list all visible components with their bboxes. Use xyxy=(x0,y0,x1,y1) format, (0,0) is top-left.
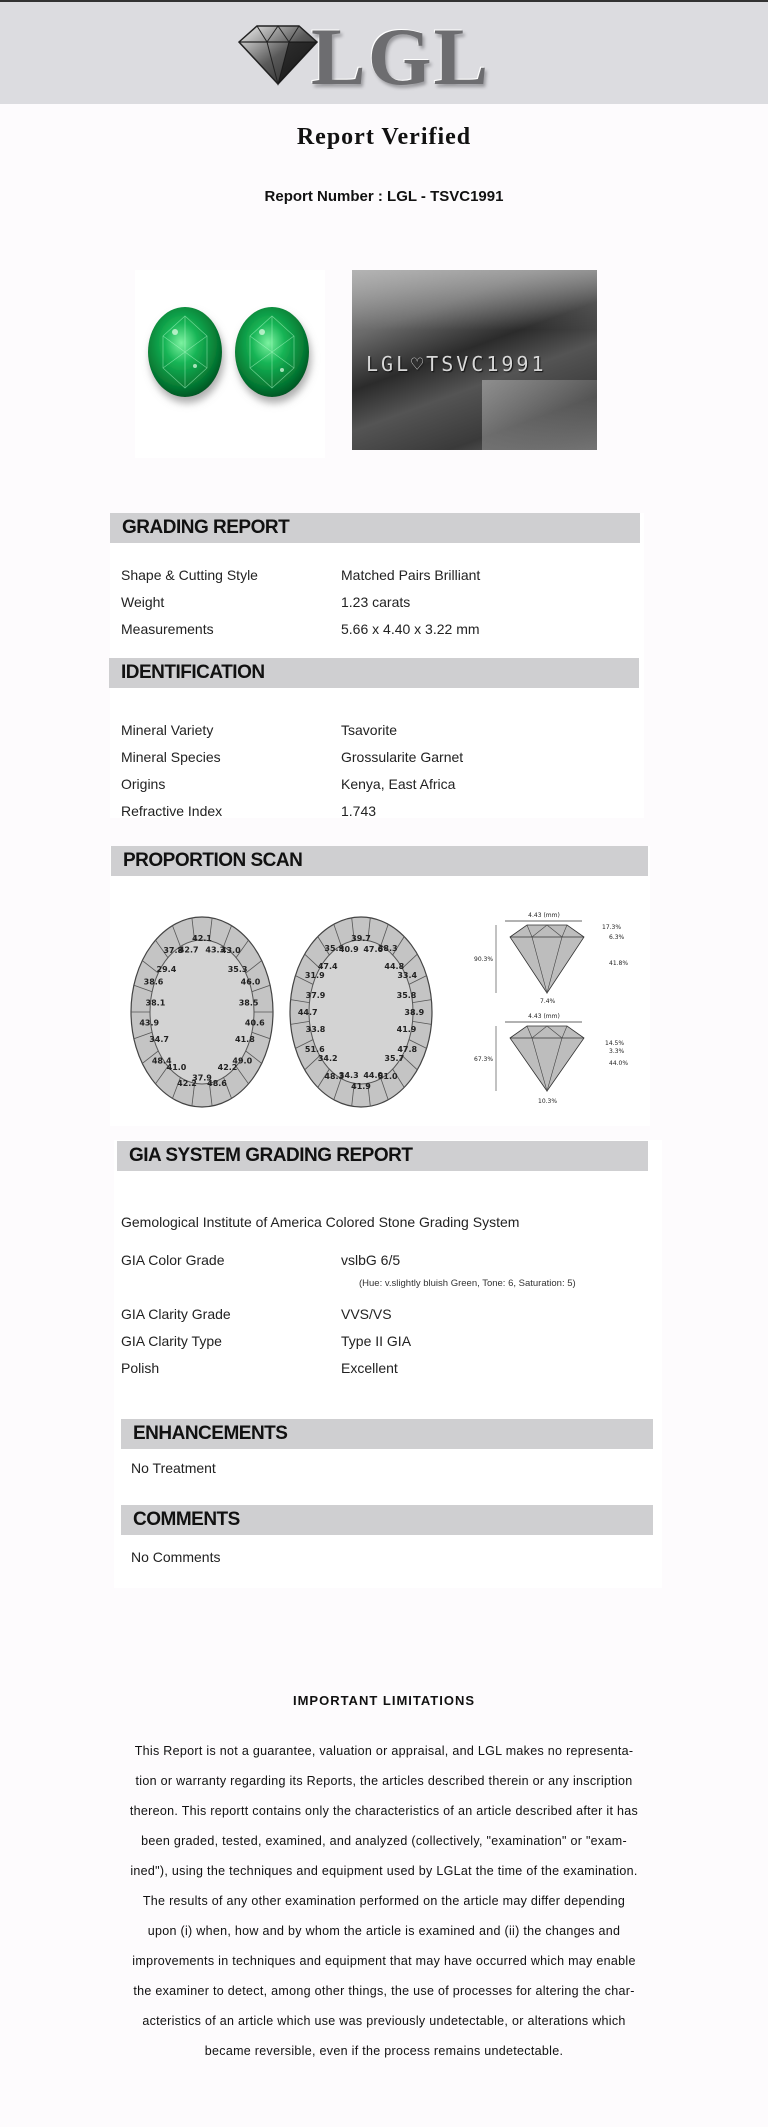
right-facet-label: 35.8 xyxy=(396,991,417,1001)
right-facet-label: 38.3 xyxy=(377,943,398,953)
header-band xyxy=(0,2,768,104)
right-facet-label: 35.9 xyxy=(324,943,345,953)
left-facet-label: 42.2 xyxy=(217,1063,238,1072)
profile-views xyxy=(472,905,642,1118)
left-facet-label: 40.6 xyxy=(244,1018,265,1028)
left-facet-label: 38.1 xyxy=(145,998,166,1008)
gia-color-note: (Hue: v.slightly bluish Green, Tone: 6, Saturation: 5) xyxy=(359,1278,576,1289)
enhancements-text: No Treatment xyxy=(131,1460,216,1476)
limitations-line: ined"), using the techniques and equipment used by LGLat the time of the examination. xyxy=(130,1864,638,1878)
left-facet-label: 37.9 xyxy=(192,1073,212,1083)
profile-top-crown: 17.3% xyxy=(602,924,622,931)
right-facet-label: 40.9 xyxy=(338,944,359,954)
right-facet-label: 51.0 xyxy=(377,1072,398,1082)
limitations-body xyxy=(120,1736,648,2066)
identification-header: IDENTIFICATION xyxy=(109,658,639,688)
proportion-scan-header: PROPORTION SCAN xyxy=(111,846,648,876)
row-value: Excellent xyxy=(341,1360,398,1376)
limitations-line: acteristics of an article which use was previously undetectable, or alterations which xyxy=(142,2014,626,2028)
facet-scan xyxy=(118,905,450,1118)
limitations-line: became reversible, even if the process remains undetectable. xyxy=(204,2044,564,2058)
limitations-line: been graded, tested, examined, and analyzed (collectively, "examination" or "exam- xyxy=(141,1834,627,1848)
left-facet-label: 48.6 xyxy=(207,1079,227,1088)
limitations-line: This Report is not a guarantee, valuation or appraisal, and LGL makes no representa- xyxy=(134,1744,634,1758)
right-facet-label: 31.9 xyxy=(304,971,325,980)
row-value: 5.66 x 4.40 x 3.22 mm xyxy=(341,621,480,637)
limitations-line: thereon. This reportt contains only the characteristics of an article described after it has xyxy=(129,1804,639,1818)
gemstone-pair-image xyxy=(135,270,325,458)
report-number: Report Number : LGL - TSVC1991 xyxy=(264,188,504,205)
limitations-line: improvements in techniques and equipment that may have occurred which may enable xyxy=(132,1954,636,1968)
left-facet-label: 37.8 xyxy=(163,945,184,955)
right-facet-label: 38.9 xyxy=(404,1008,425,1017)
row-label: GIA Clarity Type xyxy=(121,1333,222,1349)
left-facet-label: 41.0 xyxy=(166,1063,187,1072)
left-facet-label: 49.0 xyxy=(232,1056,253,1066)
enhancements-header: ENHANCEMENTS xyxy=(121,1419,653,1449)
limitations-line: the examiner to detect, among other things, the use of processes for altering the char- xyxy=(133,1984,635,1998)
row-label: GIA Clarity Grade xyxy=(121,1306,231,1322)
right-facet-label: 47.8 xyxy=(397,1045,418,1054)
profile-top-width: 4.43 (mm) xyxy=(528,912,560,919)
right-facet-label: 48.3 xyxy=(324,1072,345,1082)
profile-top-culet: 7.4% xyxy=(540,998,556,1005)
right-facet-label: 39.7 xyxy=(351,934,371,943)
laser-inscription-photo xyxy=(352,270,597,450)
row-label: Origins xyxy=(121,776,166,792)
row-value: 1.743 xyxy=(341,803,377,819)
profile-diagram xyxy=(472,905,642,1118)
right-facet-label: 37.9 xyxy=(305,991,326,1001)
profile-top-depth: 90.3% xyxy=(474,956,494,963)
left-facet-label: 43.0 xyxy=(220,945,241,955)
profile-top-girdle: 6.3% xyxy=(609,934,625,941)
right-facet-label: 35.7 xyxy=(384,1054,405,1064)
right-facet-label: 44.7 xyxy=(297,1008,318,1017)
row-label: Mineral Species xyxy=(121,749,221,765)
limitations-line: The results of any other examination performed on the article may differ depending xyxy=(142,1894,626,1908)
left-facet-label: 46.0 xyxy=(240,977,261,987)
row-value: vslbG 6/5 xyxy=(341,1252,401,1268)
page-title: Report Verified xyxy=(296,124,472,150)
comments-text: No Comments xyxy=(131,1549,221,1565)
limitations-line: tion or warranty regarding its Reports, the articles described therein or any inscription xyxy=(135,1774,633,1788)
left-facet-label: 43.3 xyxy=(205,945,226,955)
profile-bottom-width: 4.43 (mm) xyxy=(528,1013,560,1020)
right-facet-label: 41.9 xyxy=(351,1082,371,1091)
row-value: Grossularite Garnet xyxy=(341,749,464,765)
row-value: VVS/VS xyxy=(341,1306,392,1322)
gia-header: GIA SYSTEM GRADING REPORT xyxy=(117,1141,648,1171)
limitations-heading: IMPORTANT LIMITATIONS xyxy=(292,1693,476,1708)
left-facet-label: 43.9 xyxy=(139,1018,160,1028)
profile-top-pavilion: 41.8% xyxy=(609,960,629,967)
right-facet-label: 41.9 xyxy=(396,1024,417,1034)
profile-bottom-pavilion: 44.0% xyxy=(609,1060,629,1067)
row-label: GIA Color Grade xyxy=(121,1252,225,1268)
left-facet-label: 29.4 xyxy=(156,965,177,975)
left-facet-label: 42.7 xyxy=(178,945,199,955)
row-value: Tsavorite xyxy=(341,722,398,738)
grading-report-header: GRADING REPORT xyxy=(110,513,640,543)
left-facet-label: 48.4 xyxy=(151,1056,172,1066)
girdle-inscription: LGL♡TSVC1991 xyxy=(366,352,547,376)
diamond-icon xyxy=(233,22,323,92)
row-label: Shape & Cutting Style xyxy=(121,567,258,583)
limitations-line: upon (i) when, how and by whom the article is examined and (ii) the changes and xyxy=(147,1924,621,1938)
row-label: Weight xyxy=(121,594,165,610)
row-value: Matched Pairs Brilliant xyxy=(341,567,481,583)
left-facet-label: 42.1 xyxy=(192,934,212,943)
left-facet-label: 38.6 xyxy=(143,977,164,987)
proportion-scan-diagram xyxy=(118,905,450,1118)
row-value: 1.23 carats xyxy=(341,594,411,610)
right-facet-label: 47.4 xyxy=(317,961,338,971)
logo-text: LGL xyxy=(311,11,491,102)
gia-intro: Gemological Institute of America Colored Stone Grading System xyxy=(121,1214,520,1230)
row-value: Type II GIA xyxy=(341,1333,412,1349)
lgl-logo[interactable] xyxy=(233,11,493,102)
photo-shine xyxy=(352,270,597,330)
left-facet-label: 42.2 xyxy=(177,1079,197,1088)
row-label: Refractive Index xyxy=(121,803,223,819)
right-facet-label: 44.0 xyxy=(363,1071,384,1081)
left-facet-label: 35.3 xyxy=(227,965,248,975)
row-label: Polish xyxy=(121,1360,160,1376)
left-facet-label: 34.7 xyxy=(149,1035,169,1045)
row-value: Kenya, East Africa xyxy=(341,776,456,792)
row-label: Measurements xyxy=(121,621,214,637)
profile-bottom-girdle: 3.3% xyxy=(609,1048,625,1055)
right-facet-label: 47.6 xyxy=(363,944,384,954)
right-facet-label: 34.3 xyxy=(338,1071,359,1081)
profile-bottom-depth: 67.3% xyxy=(474,1056,494,1063)
right-facet-label: 44.8 xyxy=(384,961,405,971)
left-facet-label: 38.5 xyxy=(238,998,259,1008)
profile-bottom-crown: 14.5% xyxy=(605,1040,625,1047)
right-facet-label: 34.2 xyxy=(317,1054,338,1064)
left-facet-label: 41.8 xyxy=(235,1035,255,1045)
right-facet-label: 33.4 xyxy=(397,971,418,980)
right-facet-label: 33.8 xyxy=(305,1024,326,1034)
gemstone-photo xyxy=(135,270,325,458)
right-facet-label: 51.6 xyxy=(304,1045,325,1054)
comments-header: COMMENTS xyxy=(121,1505,653,1535)
profile-bottom-culet: 10.3% xyxy=(538,1098,558,1105)
row-label: Mineral Variety xyxy=(121,722,214,738)
photo-shine-lower xyxy=(482,380,597,450)
